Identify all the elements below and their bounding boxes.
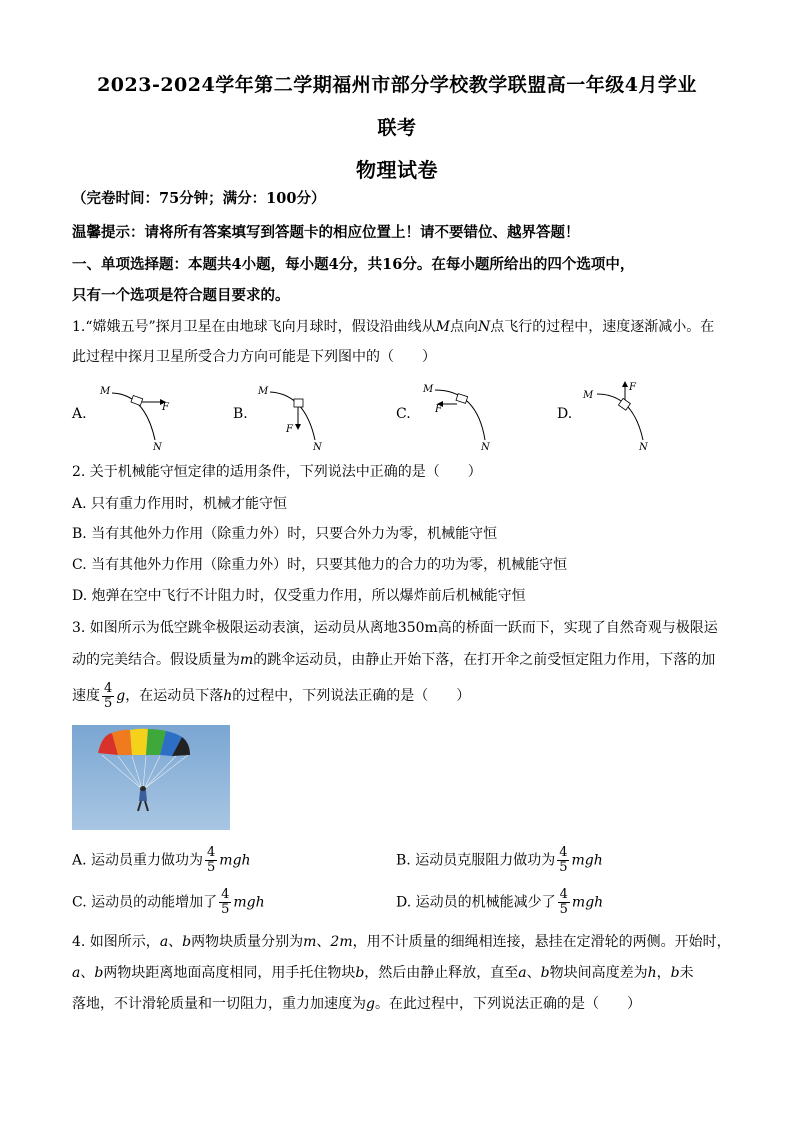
q1-option-b-diagram — [250, 380, 350, 450]
fraction-numerator: 4 — [559, 845, 568, 860]
block-a-symbol: a — [72, 965, 81, 981]
point-m-label: M — [100, 386, 111, 397]
force-label: F — [162, 402, 169, 413]
gravity-symbol: g — [116, 688, 126, 704]
q1-option-a-diagram — [90, 380, 190, 450]
force-label: F — [629, 382, 636, 393]
q1-text: 1.“嫦娥五号”探月卫星在由地球飞向月球时，假设沿曲线从 — [72, 319, 436, 335]
fraction-numerator: 4 — [559, 887, 568, 902]
q4-text: 两物块距离地面高度相同，用手托住物块 — [103, 965, 356, 981]
trajectory-curve — [597, 394, 643, 440]
q4-text: 落地，不计滑轮质量和一切阻力，重力加速度为 — [72, 996, 366, 1012]
mgh-expression: mgh — [233, 894, 265, 911]
q1-text: 点向 — [450, 319, 479, 335]
q1-option-c-label: C. — [396, 406, 411, 422]
q2-option-a: A. 只有重力作用时，机械才能守恒 — [72, 496, 288, 512]
q4-text: 、 — [80, 965, 95, 981]
q3-text: 的过程中，下列说法正确的是（ ） — [232, 688, 471, 704]
q4-text: 两物块质量分别为 — [191, 934, 304, 950]
fraction-four-fifths — [219, 888, 231, 917]
satellite-icon — [456, 394, 468, 404]
q1-line2: 此过程中探月卫星所受合力方向可能是下列图中的（ ） — [72, 349, 436, 365]
q3-option-d — [396, 888, 726, 917]
fraction-numerator: 4 — [104, 680, 113, 696]
q2-option-b: B. 当有其他外力作用（除重力外）时，只要合外力为零，机械能守恒 — [72, 526, 498, 542]
satellite-icon — [131, 395, 143, 405]
mgh-expression: mgh — [571, 894, 604, 911]
fraction-numerator: 4 — [207, 845, 216, 860]
q3-text: 速度 — [72, 688, 100, 704]
arrowhead-icon — [622, 381, 628, 387]
q4-text: ，用不计质量的细绳相连接，悬挂在定滑轮的两侧。开始时， — [352, 934, 731, 950]
q3-option-a — [72, 846, 392, 875]
q4-line1 — [72, 932, 732, 952]
q3-line1: 3. 如图所示为低空跳伞极限运动表演，运动员从离地350m高的桥面一跃而下，实现了自然奇观与极限运 — [72, 620, 718, 636]
section1-heading-line2: 只有一个选项是符合题目要求的。 — [72, 287, 290, 304]
q1-point-n: N — [478, 319, 491, 335]
point-n-label: N — [313, 442, 322, 450]
block-b-symbol: b — [670, 965, 680, 981]
force-label: F — [435, 404, 442, 415]
q1-point-m: M — [435, 319, 451, 335]
q4-line2 — [72, 963, 732, 983]
gravity-symbol: g — [366, 996, 375, 1012]
q1-option-a-label: A. — [72, 406, 87, 422]
fraction-numerator: 4 — [221, 887, 230, 902]
q4-text: 物块间高度差为 — [549, 965, 648, 981]
exam-info: （完卷时间：75分钟；满分：100分） — [72, 190, 326, 207]
q4-text: ，然后由静止释放，直至 — [364, 965, 519, 981]
exam-title-line1: 2023-2024学年第二学期福州市部分学校教学联盟高一年级4月学业 — [97, 74, 697, 96]
q2-stem: 2. 关于机械能守恒定律的适用条件，下列说法中正确的是（ ） — [72, 464, 482, 480]
warning-text: 温馨提示：请将所有答案填写到答题卡的相应位置上！请不要错位、越界答题！ — [72, 224, 580, 241]
q3-text: 的跳伞运动员，由静止开始下落，在打开伞之前受恒定阻力作用，下落的加 — [253, 652, 716, 668]
mgh-expression: mgh — [219, 852, 251, 869]
section1-heading-line1: 一、单项选择题：本题共4小题，每小题4分，共16分。在每小题所给出的四个选项中， — [72, 256, 635, 273]
fraction-four-fifths — [558, 888, 570, 917]
point-n-label: N — [639, 442, 648, 450]
q3-option-c — [72, 888, 392, 917]
block-a-symbol: a — [159, 934, 169, 950]
point-m-label: M — [583, 390, 594, 401]
option-text: C. 运动员的动能增加了 — [72, 894, 218, 911]
q4-text: 4. 如图所示， — [72, 934, 160, 950]
point-n-label: N — [153, 442, 162, 450]
subject-title: 物理试卷 — [356, 158, 438, 182]
q1-line1 — [72, 317, 732, 337]
q2-option-c: C. 当有其他外力作用（除重力外）时，只要其他力的合力的功为零，机械能守恒 — [72, 557, 568, 573]
block-a-symbol: a — [518, 965, 527, 981]
q4-text: 、 — [316, 934, 331, 950]
q4-text: 、 — [168, 934, 183, 950]
q1-option-c-diagram — [415, 380, 515, 450]
exam-title-line2: 联考 — [377, 117, 417, 139]
q1-option-b-label: B. — [233, 406, 248, 422]
block-b-symbol: b — [182, 934, 192, 950]
q3-line3 — [72, 681, 732, 711]
height-symbol: h — [647, 965, 657, 981]
fraction-denominator: 5 — [221, 902, 230, 917]
point-m-label: M — [423, 384, 434, 395]
mgh-expression: mgh — [571, 852, 603, 869]
option-text: D. 运动员的机械能减少了 — [396, 894, 556, 911]
arrowhead-icon — [295, 424, 301, 430]
q4-text: 、 — [526, 965, 541, 981]
q4-text: 。在此过程中，下列说法正确的是（ ） — [374, 996, 641, 1012]
q4-line3 — [72, 994, 732, 1014]
q3-option-b — [396, 846, 726, 875]
q3-mass-symbol: m — [240, 652, 254, 668]
q1-text: 点飞行的过程中，速度逐渐减小。在 — [490, 319, 715, 335]
mass-2m-symbol: 2m — [330, 934, 353, 950]
point-m-label: M — [258, 386, 269, 397]
fraction-four-fifths — [557, 846, 569, 875]
q1-option-d-label: D. — [557, 406, 573, 422]
fraction-four-fifths — [205, 846, 217, 875]
q4-text: ， — [656, 965, 671, 981]
parachute-photo — [72, 725, 230, 830]
point-n-label: N — [481, 442, 490, 450]
q3-text: 动的完美结合。假设质量为 — [72, 652, 240, 668]
q3-line2 — [72, 650, 732, 670]
option-text: B. 运动员克服阻力做功为 — [396, 852, 556, 869]
block-b-symbol: b — [540, 965, 550, 981]
height-symbol: h — [223, 688, 233, 704]
block-b-symbol: b — [94, 965, 104, 981]
mass-m-symbol: m — [303, 934, 317, 950]
option-text: A. 运动员重力做功为 — [72, 852, 204, 869]
fraction-denominator: 5 — [559, 860, 568, 875]
q3-text: ，在运动员下落 — [125, 688, 224, 704]
force-label: F — [286, 424, 293, 435]
fraction-denominator: 5 — [104, 695, 113, 711]
q1-option-d-diagram — [575, 378, 675, 450]
satellite-icon — [294, 399, 303, 407]
fraction-denominator: 5 — [559, 902, 568, 917]
fraction-four-fifths — [102, 682, 114, 711]
q4-text: 未 — [679, 965, 694, 981]
block-b-symbol: b — [355, 965, 365, 981]
fraction-denominator: 5 — [207, 860, 216, 875]
q2-option-d: D. 炮弹在空中飞行不计阻力时，仅受重力作用，所以爆炸前后机械能守恒 — [72, 588, 526, 604]
